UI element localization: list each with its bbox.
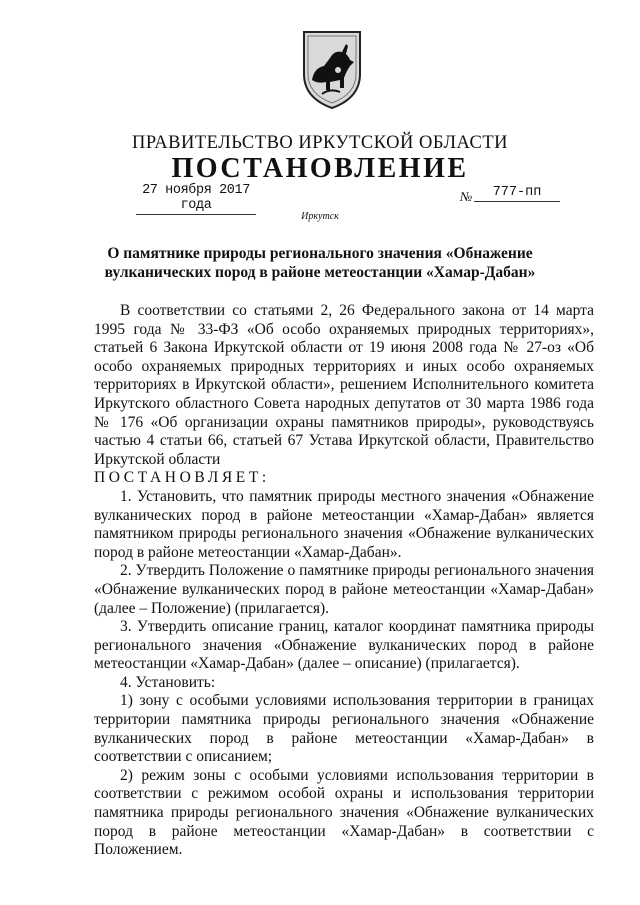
number-sign: № (460, 189, 473, 204)
government-title: ПРАВИТЕЛЬСТВО ИРКУТСКОЙ ОБЛАСТИ (132, 133, 508, 153)
coat-of-arms-icon (300, 28, 364, 112)
list-item: 2) режим зоны с особыми условиями использования территории в соответствии с режимом особой охраны и использования территории памятника природы регионального значения «Обнажение вулканических пород в районе метеостанции «Хамар-Дабан» в соответствии с Положением. (94, 766, 594, 859)
document-heading: О памятнике природы регионального значения «Обнажение вулканических пород в районе метеостанции «Хамар-Дабан» (104, 245, 536, 281)
list-item: 1. Установить, что памятник природы местного значения «Обнажение вулканических пород в районе метеостанции «Хамар-Дабан» является памятником природы регионального значения «Обнажение вулканических пород в районе метеостанции «Хамар-Дабан». (94, 487, 594, 561)
list-item: 4. Установить: (120, 673, 216, 691)
list-item: 3. Утвердить описание границ, каталог координат памятника природы регионального значения «Обнажение вулканических пород в районе метеостанции «Хамар-Дабан» (далее – описание) (прилагается). (94, 618, 594, 673)
list-item: 1) зону с особыми условиями использования территории в границах территории памятника природы регионального значения «Обнажение вулканических пород в районе метеостанции «Хамар-Дабан» в соответствии с описанием; (94, 692, 594, 766)
list-item: 2. Утвердить Положение о памятнике природы регионального значения «Обнажение вулканических пород в районе метеостанции «Хамар-Дабан» (далее – Положение) (прилагается). (94, 562, 594, 617)
document-number: 777-пп (474, 185, 560, 202)
preamble-paragraph: В соответствии со статьями 2, 26 Федерального закона от 14 марта 1995 года № 33-ФЗ «Об особо охраняемых природных территориях», статьей 6 Закона Иркутской области от 19 июня 2008 года № 27-оз «Об особо охраняемых природных территориях и иных особо охраняемых территориях в Иркутской области», решением Исполнительного комитета Иркутского областного Совета народных депутатов от 30 марта 1986 года № 176 «Об организации охраны памятников природы», руководствуясь частью 4 статьи 66, статьей 67 Устава Иркутской области, Правительство Иркутской области (94, 302, 594, 468)
document-date: 27 ноября 2017 года (136, 183, 256, 215)
city-name: Иркутск (301, 211, 339, 222)
document-type: ПОСТАНОВЛЕНИЕ (171, 153, 469, 184)
document-body (94, 302, 594, 860)
resolve-word: ПОСТАНОВЛЯЕТ: (94, 469, 270, 487)
